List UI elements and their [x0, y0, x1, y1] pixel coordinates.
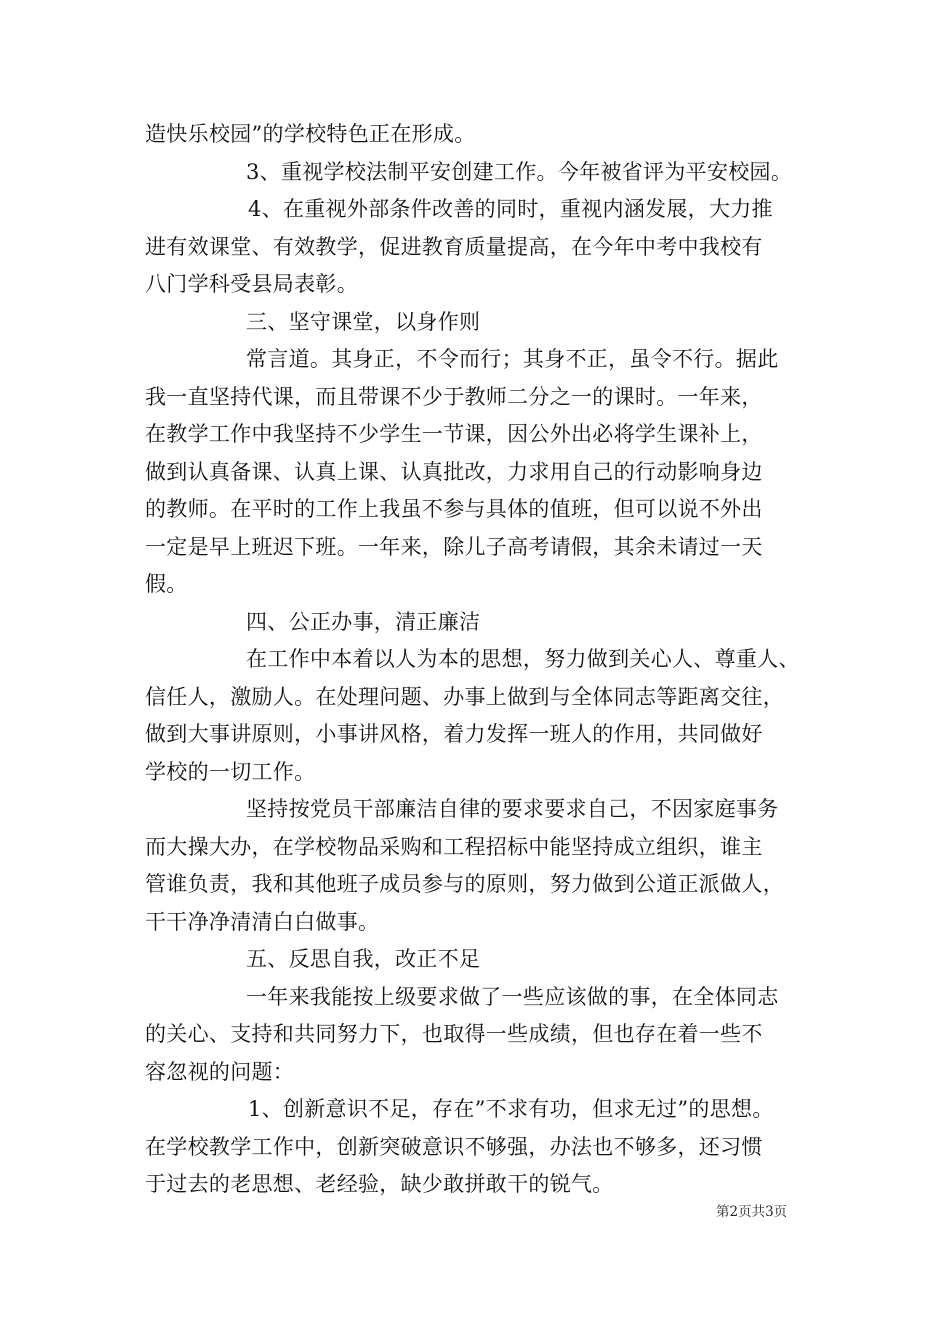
text-line: 而大操大办，在学校物品采购和工程招标中能坚持成立组织，谁主 — [145, 834, 763, 859]
section-heading: 三、坚守课堂，以身作则 — [246, 309, 481, 334]
text-line: 1、创新意识不足，存在”不求有功，但求无过”的思想。 — [248, 1097, 774, 1121]
text-line: 一定是早上班迟下班。一年来，除儿子高考请假，其余未请过一天 — [145, 534, 763, 559]
text-line: 的教师。在平时的工作上我虽不参与具体的值班，但可以说不外出 — [145, 497, 763, 521]
text-line: 常言道。其身正，不令而行；其身不正，虽令不行。据此 — [246, 347, 779, 371]
text-line: 在工作中本着以人为本的思想，努力做到关心人、尊重人、 — [246, 647, 800, 671]
text-line: 进有效课堂、有效教学，促进教育质量提高，在今年中考中我校有 — [145, 234, 763, 259]
text-line: 假。 — [145, 572, 188, 596]
text-line: 一年来我能按上级要求做了一些应该做的事，在全体同志 — [246, 984, 779, 1009]
text-line: 我一直坚持代课，而且带课不少于教师二分之一的课时。一年来， — [145, 384, 763, 409]
text-line: 于过去的老思想、老经验，缺少敢拼敢干的锐气。 — [145, 1172, 614, 1196]
body-text — [145, 116, 815, 1204]
text-line: 容忽视的问题： — [145, 1059, 295, 1084]
text-line: 造快乐校园”的学校特色正在形成。 — [145, 122, 476, 146]
text-line: 管谁负责，我和其他班子成员参与的原则，努力做到公道正派做人， — [145, 872, 784, 896]
text-line: 做到认真备课、认真上课、认真批改，力求用自己的行动影响身边 — [145, 459, 763, 484]
text-line: 在教学工作中我坚持不少学生一节课，因公外出必将学生课补上， — [145, 422, 763, 446]
text-line: 的关心、支持和共同努力下，也取得一些成绩，但也存在着一些不 — [145, 1022, 763, 1046]
text-line: 学校的一切工作。 — [145, 759, 316, 784]
text-line: 八门学科受县局表彰。 — [145, 272, 358, 296]
text-line: 4、在重视外部条件改善的同时，重视内涵发展，大力推 — [248, 197, 773, 221]
section-heading: 四、公正办事，清正廉洁 — [246, 609, 481, 634]
text-line: 在学校教学工作中，创新突破意识不够强，办法也不够多，还习惯 — [145, 1134, 763, 1159]
text-line: 干干净净清清白白做事。 — [145, 909, 380, 934]
text-line: 坚持按党员干部廉洁自律的要求要求自己，不因家庭事务 — [246, 797, 779, 821]
text-line: 3、重视学校法制平安创建工作。今年被省评为平安校园。 — [246, 159, 793, 184]
page-number-footer: 第2页共3页 — [716, 1204, 788, 1220]
text-line: 信任人，激励人。在处理问题、办事上做到与全体同志等距离交往， — [145, 684, 784, 709]
text-line: 做到大事讲原则，小事讲风格，着力发挥一班人的作用，共同做好 — [145, 722, 763, 746]
section-heading: 五、反思自我，改正不足 — [246, 947, 481, 971]
